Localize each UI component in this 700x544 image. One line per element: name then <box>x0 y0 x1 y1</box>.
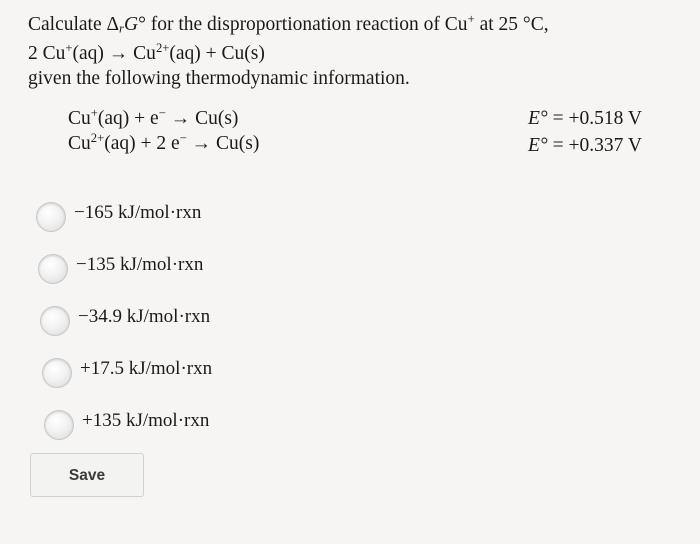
option-label: −135 kJ/mol·rxn <box>76 254 204 275</box>
hr-sup: + <box>90 106 98 121</box>
hr-text: → Cu(s) <box>186 133 260 154</box>
radio-button[interactable] <box>44 410 74 440</box>
half-reaction-2 <box>68 133 259 155</box>
option-label: +135 kJ/mol·rxn <box>82 410 210 431</box>
q-text: 2 Cu <box>28 43 66 64</box>
q-sup: 2+ <box>155 41 170 56</box>
radio-button[interactable] <box>38 254 68 284</box>
q-text: (aq) + Cu(s) <box>169 43 265 64</box>
hr-text: → Cu(s) <box>165 108 239 129</box>
half-reaction-1 <box>68 108 238 130</box>
hr-sup: − <box>158 106 166 121</box>
radio-button[interactable] <box>36 202 66 232</box>
potential-1 <box>528 108 642 130</box>
q-text: (aq) → Cu <box>72 43 156 64</box>
q-text: Calculate Δ <box>28 14 120 35</box>
q-text: at 25 °C, <box>474 14 549 35</box>
radio-button[interactable] <box>42 358 72 388</box>
hr-text: (aq) + e <box>97 108 159 129</box>
save-button[interactable]: Save <box>30 453 144 497</box>
hr-sup: 2+ <box>90 131 105 146</box>
question-text <box>28 12 549 91</box>
q-sub: r <box>119 21 124 36</box>
q-sup: + <box>65 41 73 56</box>
radio-button[interactable] <box>40 306 70 336</box>
overall-reaction <box>28 41 549 66</box>
option-label: +17.5 kJ/mol·rxn <box>80 358 213 379</box>
option-label: −34.9 kJ/mol·rxn <box>78 306 211 327</box>
q-text: ° for the disproportionation reaction of Cu <box>138 14 468 35</box>
potential-symbol: E° <box>528 108 548 129</box>
hr-sup: − <box>179 131 187 146</box>
hr-text: (aq) + 2 e <box>104 133 180 154</box>
potential-2 <box>528 135 642 157</box>
potential-symbol: E° <box>528 135 548 156</box>
question-line-3: given the following thermodynamic information. <box>28 68 410 89</box>
q-sup: + <box>467 12 475 27</box>
potential-value: = +0.518 V <box>547 108 642 129</box>
option-label: −165 kJ/mol·rxn <box>74 202 202 223</box>
hr-text: Cu <box>68 108 91 129</box>
q-g: G <box>123 14 139 35</box>
potential-value: = +0.337 V <box>547 135 642 156</box>
question-line-1 <box>28 12 549 37</box>
hr-text: Cu <box>68 133 91 154</box>
